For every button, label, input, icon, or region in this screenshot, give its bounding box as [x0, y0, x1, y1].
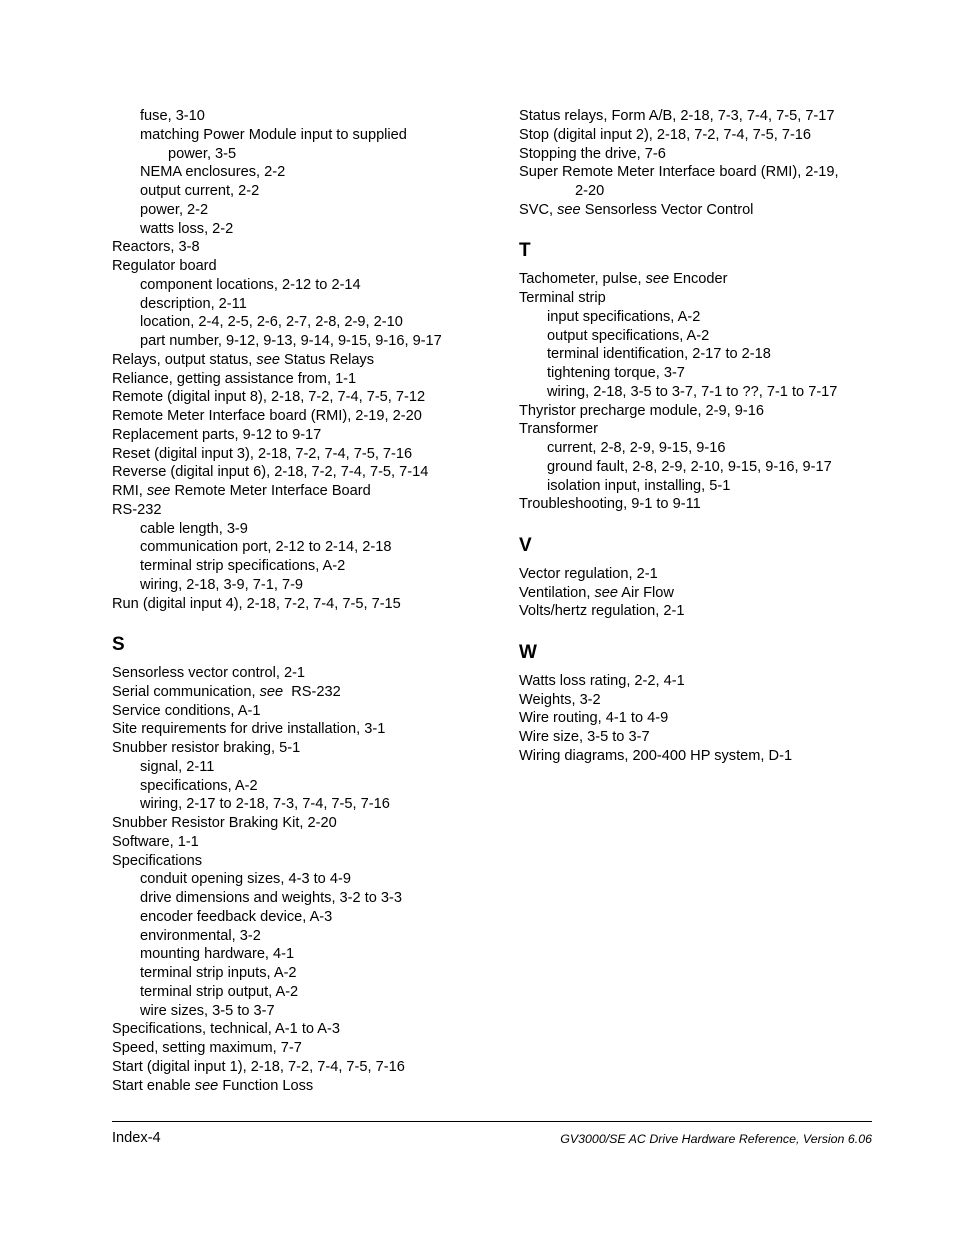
index-entry: Replacement parts, 9-12 to 9-17: [112, 426, 322, 443]
index-subentry: ground fault, 2-8, 2-9, 2-10, 9-15, 9-16, 9-17: [547, 458, 832, 475]
index-subentry: location, 2-4, 2-5, 2-6, 2-7, 2-8, 2-9, 2-10: [140, 314, 403, 331]
index-subentry: output current, 2-2: [140, 183, 260, 199]
index-entry: Remote Meter Interface board (RMI), 2-19, 2-20: [112, 408, 422, 424]
index-entry: Wire routing, 4-1 to 4-9: [519, 710, 669, 727]
index-subentry: communication port, 2-12 to 2-14, 2-18: [140, 539, 392, 556]
index-entry: Reset (digital input 3), 2-18, 7-2, 7-4, 7-5, 7-16: [112, 445, 413, 462]
entry-text: RMI,: [112, 483, 147, 499]
index-subentry: terminal identification, 2-17 to 2-18: [547, 346, 771, 363]
index-entry: Status relays, Form A/B, 2-18, 7-3, 7-4, 7-5, 7-17: [519, 108, 835, 124]
index-subentry: wire sizes, 3-5 to 3-7: [140, 1002, 275, 1019]
index-subentry: tightening torque, 3-7: [547, 365, 685, 381]
index-subentry: power, 3-5: [168, 145, 237, 162]
index-entry: Stop (digital input 2), 2-18, 7-2, 7-4, 7-5, 7-16: [519, 126, 812, 143]
index-entry: Software, 1-1: [112, 833, 199, 850]
section-spacer: [519, 621, 879, 640]
index-subentry: wiring, 2-17 to 2-18, 7-3, 7-4, 7-5, 7-16: [140, 796, 390, 813]
index-entry: [112, 683, 492, 702]
section-spacer: [519, 220, 879, 239]
index-entry: Snubber Resistor Braking Kit, 2-20: [112, 815, 337, 831]
see-reference: see: [146, 483, 171, 499]
index-entry: Wire size, 3-5 to 3-7: [519, 729, 650, 745]
index-subentry: environmental, 3-2: [140, 927, 261, 944]
see-target: RS-232: [283, 683, 341, 700]
index-entry: Specifications, technical, A-1 to A-3: [112, 1021, 340, 1038]
index-entry: Specifications: [112, 852, 203, 869]
entry-text: Ventilation,: [519, 584, 595, 601]
section-letter-heading: S: [112, 634, 125, 655]
index-subentry: 2-20: [575, 183, 605, 199]
index-entry: Troubleshooting, 9-1 to 9-11: [519, 496, 701, 513]
index-subentry: encoder feedback device, A-3: [140, 908, 333, 925]
index-entry: [112, 351, 492, 370]
index-entry: [519, 270, 879, 289]
index-entry: Weights, 3-2: [519, 691, 601, 708]
index-subentry: mounting hardware, 4-1: [140, 946, 295, 963]
section-spacer: [519, 514, 879, 533]
index-subentry: NEMA enclosures, 2-2: [140, 164, 286, 181]
index-entry: Regulator board: [112, 258, 217, 274]
index-entry: [112, 1077, 492, 1096]
see-target: Encoder: [669, 271, 728, 288]
see-reference: see: [557, 201, 581, 218]
index-subentry: terminal strip specifications, A-2: [140, 558, 346, 574]
section-letter-heading: W: [519, 641, 537, 663]
index-subentry: input specifications, A-2: [547, 308, 701, 325]
index-entry: Service conditions, A-1: [112, 702, 261, 719]
section-spacer: [112, 613, 492, 632]
index-entry: Terminal strip: [519, 290, 606, 306]
see-reference: see: [256, 351, 280, 368]
index-entry: Start (digital input 1), 2-18, 7-2, 7-4, 7-5, 7-16: [112, 1058, 405, 1075]
index-subentry: terminal strip output, A-2: [140, 983, 299, 1000]
index-column-right: [519, 107, 879, 766]
index-entry: Snubber resistor braking, 5-1: [112, 740, 301, 756]
see-target: Function Loss: [218, 1077, 314, 1094]
entry-text: Relays, output status,: [112, 351, 257, 368]
index-entry: Volts/hertz regulation, 2-1: [519, 603, 685, 620]
index-entry: Reverse (digital input 6), 2-18, 7-2, 7-4, 7-5, 7-14: [112, 464, 429, 481]
index-subentry: fuse, 3-10: [140, 108, 205, 124]
index-entry: Remote (digital input 8), 2-18, 7-2, 7-4, 7-5, 7-12: [112, 389, 426, 406]
index-subentry: conduit opening sizes, 4-3 to 4-9: [140, 871, 351, 888]
entry-text: Serial communication,: [112, 683, 260, 700]
index-entry: [519, 201, 879, 220]
index-entry: Stopping the drive, 7-6: [519, 145, 666, 162]
index-entry: Sensorless vector control, 2-1: [112, 665, 306, 681]
index-entry: Thyristor precharge module, 2-9, 9-16: [519, 402, 764, 419]
see-target: Status Relays: [279, 351, 375, 368]
index-entry: Vector regulation, 2-1: [519, 565, 658, 582]
index-entry: Speed, setting maximum, 7-7: [112, 1040, 302, 1056]
index-subentry: drive dimensions and weights, 3-2 to 3-3: [140, 890, 403, 906]
index-entry: RS-232: [112, 501, 162, 518]
index-column-left: [112, 107, 492, 1095]
footer-document-title: GV3000/SE AC Drive Hardware Reference, Version 6.06: [560, 1132, 872, 1146]
index-entry: Reliance, getting assistance from, 1-1: [112, 370, 357, 387]
index-entry: Super Remote Meter Interface board (RMI), 2-19,: [519, 164, 839, 181]
entry-text: SVC,: [519, 201, 558, 218]
index-subentry: description, 2-11: [140, 295, 247, 312]
index-subentry: watts loss, 2-2: [140, 220, 234, 237]
index-entry: Run (digital input 4), 2-18, 7-2, 7-4, 7-5, 7-15: [112, 595, 401, 612]
see-reference: see: [594, 584, 618, 601]
index-subentry: wiring, 2-18, 3-5 to 3-7, 7-1 to ??, 7-1 to 7-17: [547, 383, 838, 400]
index-entry: Site requirements for drive installation, 3-1: [112, 721, 386, 738]
see-target: Air Flow: [618, 584, 674, 601]
see-target: Sensorless Vector Control: [580, 201, 754, 218]
see-target: Remote Meter Interface Board: [170, 483, 371, 499]
index-subentry: specifications, A-2: [140, 777, 258, 794]
see-reference: see: [259, 683, 284, 700]
index-entry: [112, 482, 492, 501]
index-subentry: cable length, 3-9: [140, 520, 248, 537]
index-subentry: part number, 9-12, 9-13, 9-14, 9-15, 9-16, 9-17: [140, 333, 442, 349]
index-subentry: matching Power Module input to supplied: [140, 126, 407, 143]
index-subentry: wiring, 2-18, 3-9, 7-1, 7-9: [140, 576, 304, 593]
index-entry: Reactors, 3-8: [112, 239, 200, 256]
index-subentry: output specifications, A-2: [547, 327, 710, 344]
section-letter-heading: T: [519, 240, 531, 262]
footer-page-number: Index-4: [112, 1130, 161, 1146]
index-entry: Wiring diagrams, 200-400 HP system, D-1: [519, 747, 793, 764]
index-subentry: signal, 2-11: [140, 758, 215, 775]
index-subentry: current, 2-8, 2-9, 9-15, 9-16: [547, 440, 726, 456]
index-entry: [519, 584, 879, 603]
index-subentry: component locations, 2-12 to 2-14: [140, 276, 361, 293]
entry-text: Start enable: [112, 1077, 195, 1094]
footer-rule: [112, 1121, 872, 1122]
see-reference: see: [645, 271, 670, 288]
index-subentry: terminal strip inputs, A-2: [140, 965, 297, 981]
entry-text: Tachometer, pulse,: [519, 271, 646, 288]
index-entry: Transformer: [519, 421, 598, 438]
section-letter-heading: V: [519, 534, 532, 556]
index-subentry: isolation input, installing, 5-1: [547, 477, 731, 494]
index-entry: Watts loss rating, 2-2, 4-1: [519, 672, 685, 689]
see-reference: see: [194, 1077, 219, 1094]
index-subentry: power, 2-2: [140, 201, 209, 218]
